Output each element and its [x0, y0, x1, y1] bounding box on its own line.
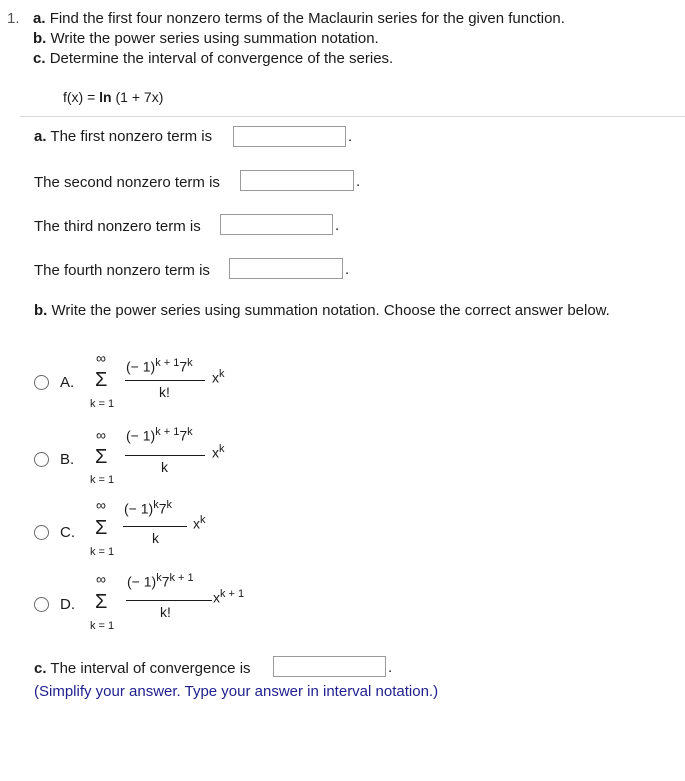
- option-d-upper-limit: ∞: [96, 571, 106, 587]
- interval-hint: (Simplify your answer. Type your answer in interval notation.): [34, 683, 439, 700]
- interval-period: .: [388, 659, 393, 676]
- option-b-letter: B.: [60, 451, 75, 468]
- instruction-a: a. Find the first four nonzero terms of the Maclaurin series for the given function.: [33, 10, 565, 27]
- part-b-prompt: b. Write the power series using summation notation. Choose the correct answer below.: [34, 302, 610, 319]
- option-d-fraction-bar: [126, 600, 212, 601]
- option-c-x-term: $x^k$: [193, 514, 206, 532]
- fourth-term-input[interactable]: [229, 258, 343, 279]
- option-c-letter: C.: [60, 524, 75, 541]
- option-b-sigma: Σ: [95, 446, 108, 468]
- third-term-label: The third nonzero term is: [34, 218, 201, 235]
- option-c-fraction-bar: [123, 526, 187, 527]
- question-number: 1.: [7, 10, 20, 27]
- option-c-numerator: (− $1)^k7^k$: [124, 499, 172, 517]
- option-c-lower-limit: k = 1: [90, 546, 115, 558]
- option-d-lower-limit: k = 1: [90, 620, 115, 632]
- option-c-denominator: k: [152, 530, 159, 546]
- divider: [20, 116, 685, 117]
- second-term-period: .: [356, 173, 361, 190]
- fourth-term-label: The fourth nonzero term is: [34, 262, 210, 279]
- option-b-x-term: $x^k$: [212, 443, 225, 461]
- option-d-sigma: Σ: [95, 591, 108, 613]
- option-b-radio[interactable]: [34, 452, 49, 467]
- option-b-upper-limit: ∞: [96, 427, 106, 443]
- function-definition: f(x) = ln (1 + 7x): [63, 89, 164, 105]
- option-b-numerator: (− $1)^{k + 1}7^k$: [126, 426, 193, 444]
- option-a-denominator: k!: [159, 384, 170, 400]
- option-a-lower-limit: k = 1: [90, 398, 115, 410]
- second-term-label: The second nonzero term is: [34, 174, 220, 191]
- option-d-x-term: $x^{k + 1}$: [213, 588, 245, 606]
- interval-input[interactable]: [273, 656, 386, 677]
- interval-label: c. The interval of convergence is: [34, 660, 251, 677]
- option-a-sigma: Σ: [95, 369, 108, 391]
- option-c-sigma: Σ: [95, 517, 108, 539]
- option-a-upper-limit: ∞: [96, 350, 106, 366]
- first-term-period: .: [348, 128, 353, 145]
- first-term-input[interactable]: [233, 126, 346, 147]
- option-a-x-term: $x^k$: [212, 368, 225, 386]
- option-a-radio[interactable]: [34, 375, 49, 390]
- option-b-fraction-bar: [125, 455, 205, 456]
- option-a-fraction-bar: [125, 380, 205, 381]
- third-term-period: .: [335, 217, 340, 234]
- option-b-lower-limit: k = 1: [90, 474, 115, 486]
- option-b-denominator: k: [161, 459, 168, 475]
- option-a-numerator: (− $1)^{k + 1}7^k$: [126, 357, 193, 375]
- option-d-letter: D.: [60, 596, 75, 613]
- first-term-label: a. The first nonzero term is: [34, 128, 213, 145]
- option-d-radio[interactable]: [34, 597, 49, 612]
- option-d-denominator: k!: [160, 604, 171, 620]
- fourth-term-period: .: [345, 261, 350, 278]
- option-a-letter: A.: [60, 374, 75, 391]
- option-c-upper-limit: ∞: [96, 497, 106, 513]
- option-d-numerator: (− $1)^k7^{k + 1}$: [127, 572, 194, 590]
- second-term-input[interactable]: [240, 170, 354, 191]
- third-term-input[interactable]: [220, 214, 333, 235]
- instruction-c: c. Determine the interval of convergence of the series.: [33, 50, 394, 67]
- option-c-radio[interactable]: [34, 525, 49, 540]
- instruction-b: b. Write the power series using summation notation.: [33, 30, 379, 47]
